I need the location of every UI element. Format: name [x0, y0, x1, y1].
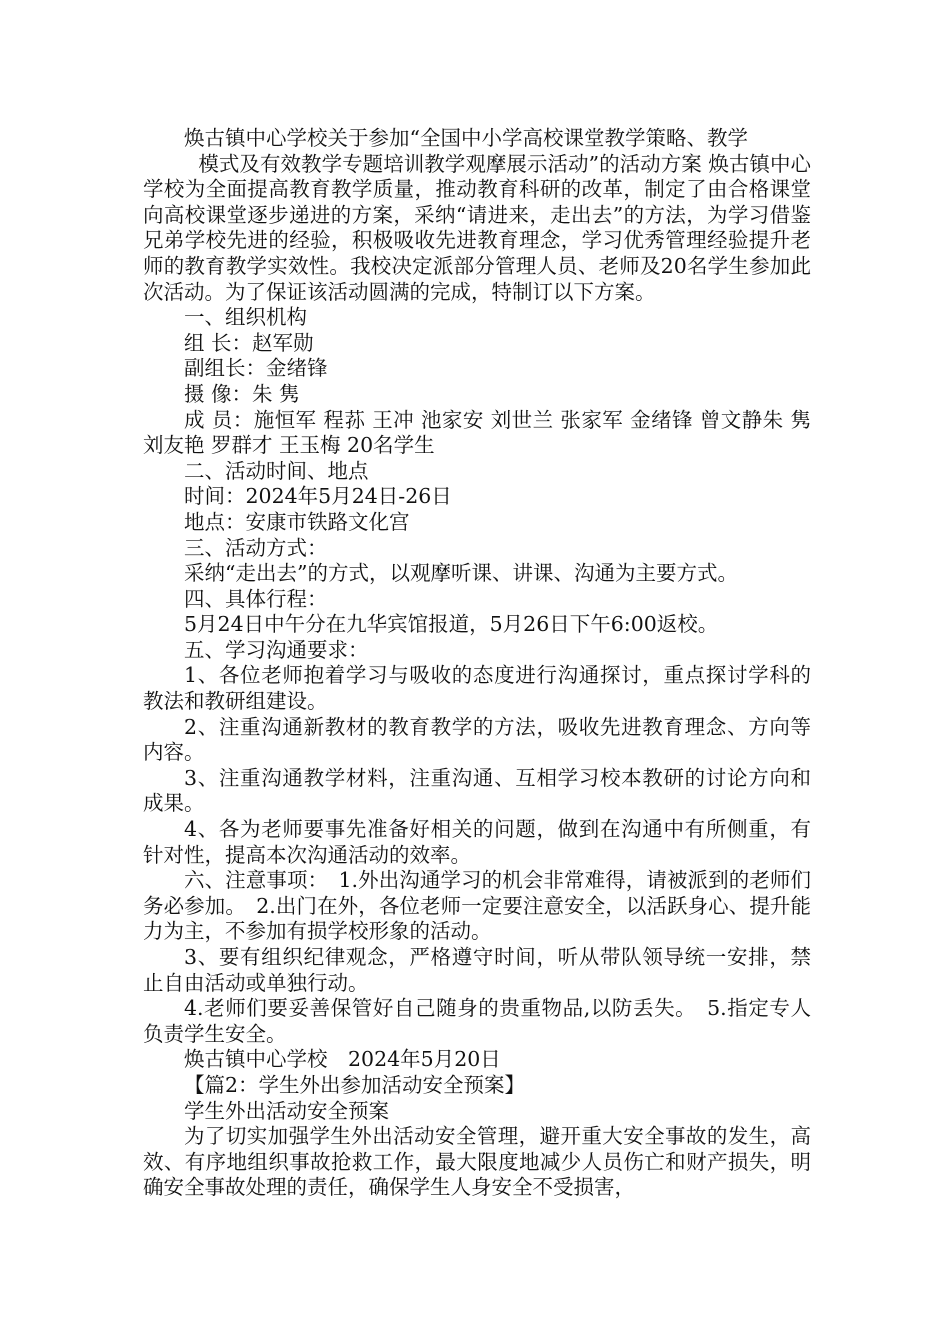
paragraph-title: 焕古镇中心学校关于参加“全国中小学高校课堂教学策略、教学 [184, 126, 748, 150]
paragraph-leader: 组 长：赵军勋 [184, 330, 314, 355]
paragraph-deputy-leader: 副组长：金绪锋 [184, 356, 328, 381]
section-heading-part-2: 【篇2：学生外出参加活动安全预案】 [184, 1072, 526, 1097]
paragraph-part-2-body: 为了切实加强学生外出活动安全管理，避开重大安全事故的发生，高效、有序地组织事故抢救工作，最大限度地减少人员伤亡和财产损失，明确安全事故处理的责任，确保学生人身安全不受损害， [143, 1124, 811, 1200]
paragraph-intro: 模式及有效教学专题培训教学观摩展示活动”的活动方案 焕古镇中心学校为全面提高教育教学质量，推动教育科研的改革，制定了由合格课堂向高校课堂逐步递进的方案，采纳“请进来，走出去”的方法，为学习借鉴兄弟学校先进的经验，积极吸收先进教育理念，学习优秀管理经验提升老师的教育教学实效性。我校决定派部分管理人员、老师及20名学生参加此次活动。为了保证该活动圆满的完成，特制订以下方案。 [143, 151, 811, 304]
paragraph-itinerary: 5月24日中午分在九华宾馆报道，5月26日下午6:00返校。 [184, 612, 719, 637]
paragraph-members: 成 员：施恒军 程荪 王冲 池家安 刘世兰 张家军 金绪锋 曾文静朱 隽 刘友艳 罗群才 王玉梅 20名学生 [143, 407, 811, 458]
paragraph-requirement-2: 2、注重沟通新教材的教育教学的方法，吸收先进教育理念、方向等内容。 [143, 714, 811, 765]
paragraph-method: 采纳“走出去”的方式，以观摩听课、讲课、沟通为主要方式。 [184, 561, 738, 586]
section-heading-method: 三、活动方式： [184, 535, 328, 560]
paragraph-camera: 摄 像：朱 隽 [184, 381, 300, 406]
section-heading-requirements: 五、学习沟通要求： [184, 637, 369, 662]
paragraph-part-2-title: 学生外出活动安全预案 [184, 1098, 389, 1123]
paragraph-place: 地点：安康市铁路文化宫 [184, 509, 410, 534]
document-body [143, 126, 811, 1201]
paragraph-note-4-5: 4.老师们要妥善保管好自己随身的贵重物品,以防丢失。 5.指定专人负责学生安全。 [143, 996, 811, 1046]
paragraph-note-3: 3、要有组织纪律观念，严格遵守时间，听从带队领导统一安排，禁止自由活动或单独行动。 [143, 945, 811, 995]
section-heading-organization: 一、组织机构 [184, 305, 307, 330]
paragraph-time: 时间：2024年5月24日-26日 [184, 484, 452, 509]
paragraph-notes: 六、注意事项： 1.外出沟通学习的机会非常难得，请被派到的老师们务必参加。 2.出门在外，各位老师一定要注意安全，以活跃身心、提升能力为主，不参加有损学校形象的活动。 [143, 868, 811, 944]
section-heading-time-place: 二、活动时间、地点 [184, 458, 369, 483]
paragraph-requirement-3: 3、注重沟通教学材料，注重沟通、互相学习校本教研的讨论方向和成果。 [143, 765, 811, 816]
paragraph-requirement-1: 1、各位老师抱着学习与吸收的态度进行沟通探讨，重点探讨学科的教法和教研组建设。 [143, 663, 811, 714]
section-heading-itinerary: 四、具体行程： [184, 586, 328, 611]
paragraph-signature: 焕古镇中心学校 2024年5月20日 [184, 1047, 501, 1072]
paragraph-requirement-4: 4、各为老师要事先准备好相关的问题，做到在沟通中有所侧重，有针对性，提高本次沟通活动的效率。 [143, 817, 811, 867]
